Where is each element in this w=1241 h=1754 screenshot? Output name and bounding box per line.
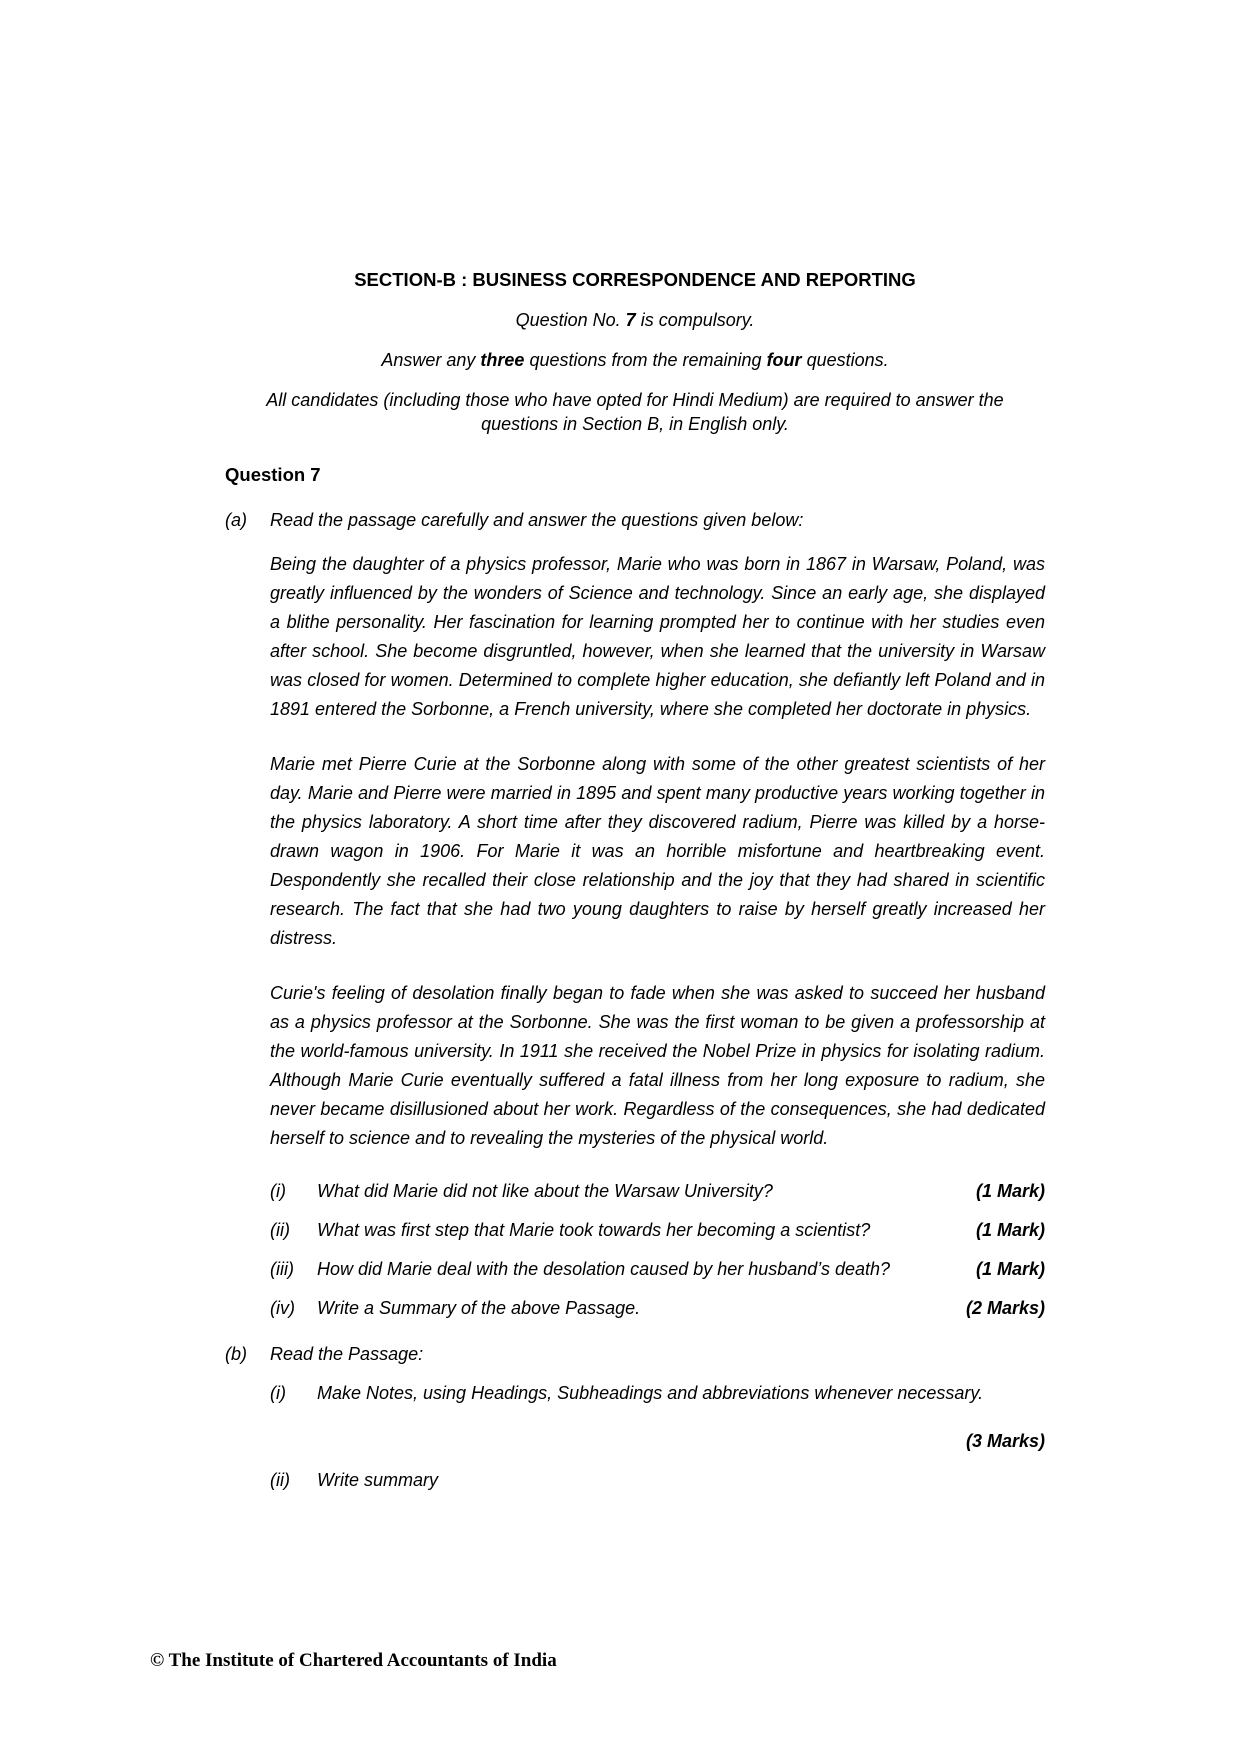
instruction-text: questions from the remaining [524,350,767,370]
instruction-hindi-medium: All candidates (including those who have opted for Hindi Medium) are required to answer the questions in Section B, in English only. [266,390,1004,434]
part-a-row [225,508,1045,532]
subquestion-label: (i) [270,1181,286,1201]
instruction-text: questions. [801,350,889,370]
subquestion-row-b-ii [270,1468,1045,1492]
part-a-prompt: Read the passage carefully and answer the questions given below: [270,510,804,530]
passage-paragraph-2: Marie met Pierre Curie at the Sorbonne along with some of the other greatest scientists of her day. Marie and Pierre were married in 1895 and spent many productive years working together in the physics laboratory. A short time after they discovered radium, Pierre was killed by a horse-drawn wagon in 1906. For Marie it was an horrible misfortune and heartbreaking event. Despondently she recalled their close relationship and the joy that they had shared in scientific research. The fact that she had two young daughters to raise by herself greatly increased her distress. [270,754,1045,948]
part-b-row [225,1342,1045,1366]
subquestion-text: How did Marie deal with the desolation caused by her husband’s death? [317,1259,891,1279]
marks-badge-b-i: (3 Marks) [965,1431,1045,1451]
subquestion-text: What was first step that Marie took towards her becoming a scientist? [317,1220,871,1240]
subquestion-label: (iv) [270,1298,295,1318]
subquestion-row-a-iii [270,1257,1045,1281]
marks-badge: (1 Mark) [975,1181,1045,1201]
instruction-text: Answer any [381,350,481,370]
instruction-compulsory [225,308,1045,332]
subquestion-text: Write a Summary of the above Passage. [317,1298,641,1318]
subquestion-row-a-i [270,1179,1045,1203]
part-b-label: (b) [225,1344,247,1364]
subquestion-text: Write summary [317,1470,438,1490]
instruction-bold-question-number: 7 [625,310,636,330]
instruction-bold-three: three [480,350,525,370]
instruction-bold-four: four [766,350,802,370]
part-a-label: (a) [225,510,247,530]
subquestion-text: What did Marie did not like about the Warsaw University? [317,1181,773,1201]
instruction-answer-any [225,348,1045,372]
subquestion-text: Make Notes, using Headings, Subheadings and abbreviations whenever necessary. [317,1383,984,1403]
subquestion-row-b-i [270,1381,1045,1405]
instruction-text: is compulsory. [635,310,755,330]
section-header: SECTION-B : BUSINESS CORRESPONDENCE AND REPORTING [354,269,916,290]
subquestion-row-a-iv [270,1296,1045,1320]
passage-paragraph-1: Being the daughter of a physics professor, Marie who was born in 1867 in Warsaw, Poland, was greatly influenced by the wonders of Science and technology. Since an early age, she displayed a blithe personality. Her fascination for learning prompted her to continue with her studies even after school. She become disgruntled, however, when she learned that the university in Warsaw was closed for women. Determined to complete higher education, she defiantly left Poland and in 1891 entered the Sorbonne, a French university, where she completed her doctorate in physics. [270,554,1045,719]
marks-badge: (2 Marks) [965,1298,1045,1318]
instruction-text: Question No. [515,310,626,330]
footer-copyright: © The Institute of Chartered Accountants of India [150,1650,557,1671]
subquestion-row-a-ii [270,1218,1045,1242]
marks-badge: (1 Mark) [975,1259,1045,1279]
question-title: Question 7 [225,464,321,485]
subquestion-label: (ii) [270,1470,290,1490]
subquestion-label: (iii) [270,1259,294,1279]
subquestion-label: (ii) [270,1220,290,1240]
passage-paragraph-3: Curie's feeling of desolation finally began to fade when she was asked to succeed her husband as a physics professor at the Sorbonne. She was the first woman to be given a professorship at the world-famous university. In 1911 she received the Nobel Prize in physics for isolating radium. Although Marie Curie eventually suffered a fatal illness from her long exposure to radium, she never became disillusioned about her work. Regardless of the consequences, she had dedicated herself to science and to revealing the mysteries of the physical world. [270,983,1045,1148]
page-content [225,268,1045,1492]
part-b-prompt: Read the Passage: [270,1344,424,1364]
subquestion-label: (i) [270,1383,286,1403]
reading-passage [270,550,1045,1153]
marks-badge: (1 Mark) [975,1220,1045,1240]
